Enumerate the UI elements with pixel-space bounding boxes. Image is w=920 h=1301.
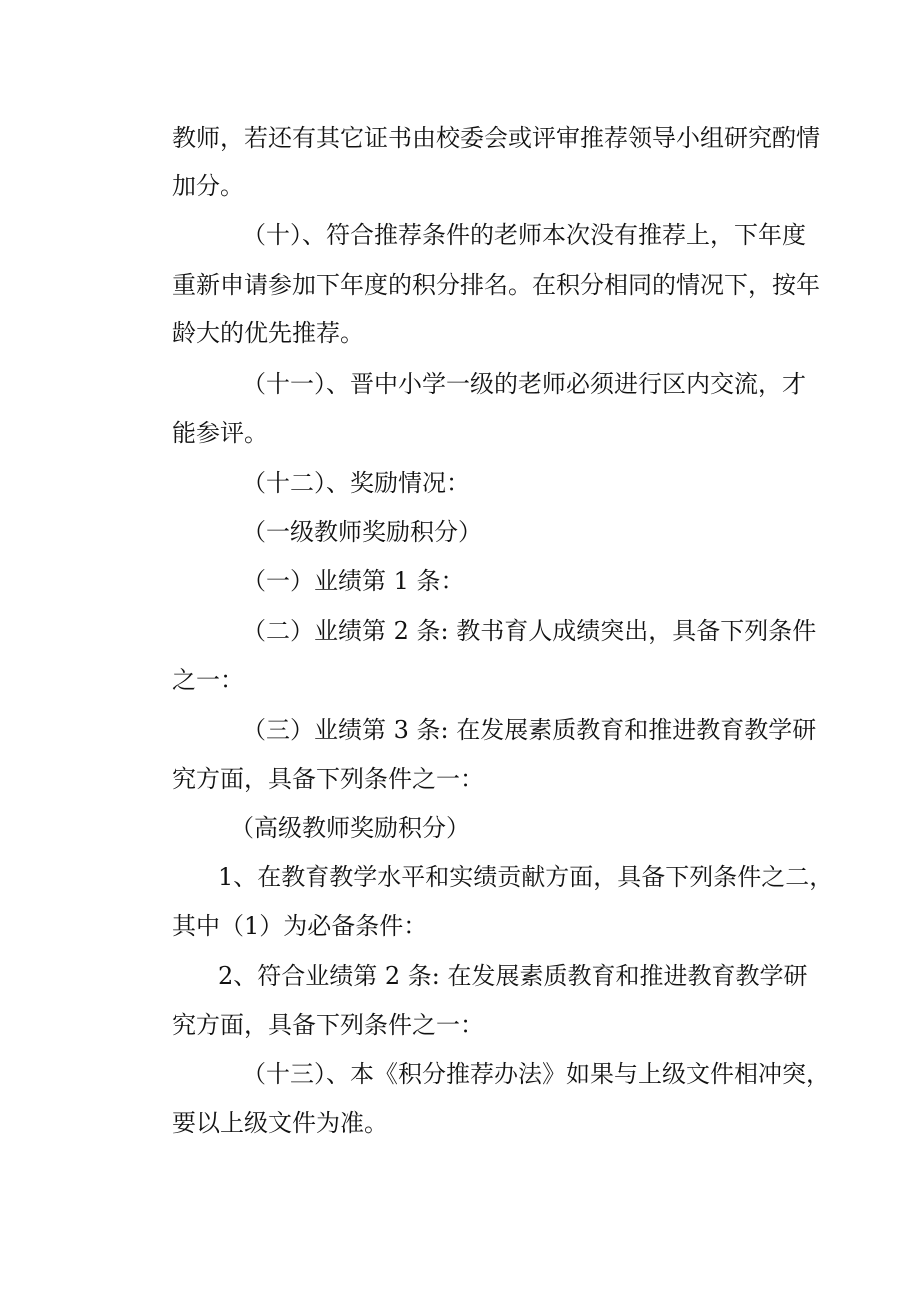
text-line: 究方面，具备下列条件之一： (172, 765, 484, 793)
list-item: （二）业绩第 2 条: 教书育人成绩突出，具备下列条件 (242, 617, 817, 645)
text-line: 要以上级文件为准。 (172, 1109, 388, 1137)
text-line: 其中（1）为必备条件： (172, 912, 428, 940)
paragraph-first-line: （十一）、晋中小学一级的老师必须进行区内交流，才 (242, 370, 806, 398)
list-item: （三）业绩第 3 条: 在发展素质教育和推进教育教学研 (242, 716, 817, 744)
list-item: 2、符合业绩第 2 条: 在发展素质教育和推进教育教学研 (218, 962, 808, 990)
paragraph-first-line: （十）、符合推荐条件的老师本次没有推荐上，下年度 (242, 221, 806, 249)
section-heading: （十二）、奖励情况： (242, 469, 470, 497)
text-line: 加分。 (172, 172, 244, 200)
list-item: （一）业绩第 1 条： (242, 567, 465, 595)
paragraph-first-line: （十三）、本《积分推荐办法》如果与上级文件相冲突， (242, 1060, 830, 1088)
subsection-heading: （一级教师奖励积分） (242, 518, 482, 546)
text-line: 重新申请参加下年度的积分排名。在积分相同的情况下，按年 (172, 271, 820, 299)
text-line: 之一： (172, 666, 244, 694)
list-item: 1、在教育教学水平和实绩贡献方面，具备下列条件之二， (218, 863, 834, 891)
text-line: 龄大的优先推荐。 (172, 319, 364, 347)
text-line: 教师，若还有其它证书由校委会或评审推荐领导小组研究酌情 (172, 124, 820, 152)
text-line: 究方面，具备下列条件之一： (172, 1011, 484, 1039)
text-line: 能参评。 (172, 419, 268, 447)
subsection-heading: （高级教师奖励积分） (230, 814, 470, 842)
